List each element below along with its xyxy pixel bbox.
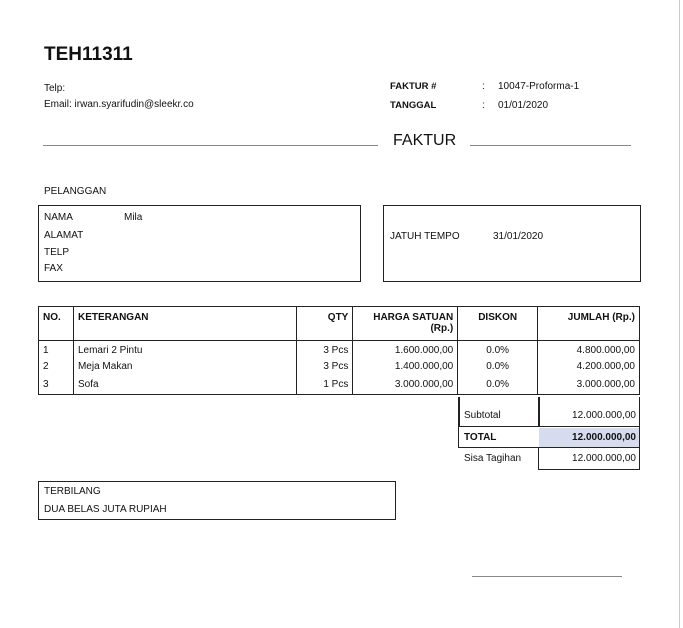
summary-border [639,397,641,427]
document-title: FAKTUR [393,132,457,149]
customer-box [38,205,361,282]
separator: : [482,81,485,92]
col-disc: DISKON [458,307,538,341]
due-box [383,205,641,282]
cell-disc: 0.0% [458,377,538,395]
cell-total: 4.800.000,00 [538,341,640,359]
sisa-label: Sisa Tagihan [464,453,522,464]
customer-name: Mila [124,212,143,223]
total-value: 12.000.000,00 [572,432,636,443]
subtotal-value: 12.000.000,00 [572,410,636,421]
cell-desc: Lemari 2 Pintu [73,341,296,359]
table-row [39,341,640,359]
fax-label: FAX [44,263,63,274]
date-label: TANGGAL [390,100,437,111]
col-price [353,307,458,341]
summary-border [458,397,460,427]
alamat-label: ALAMAT [44,230,84,241]
cell-total: 3.000.000,00 [538,377,640,395]
subtotal-label: Subtotal [464,410,501,421]
terbilang-value: DUA BELAS JUTA RUPIAH [44,504,167,515]
cell-price: 1.400.000,00 [353,359,458,377]
col-qty: QTY [297,307,353,341]
sisa-value: 12.000.000,00 [572,453,636,464]
cell-no: 2 [39,359,74,377]
invoice-date: 01/01/2020 [498,100,549,111]
table-row [39,359,640,377]
telp-label: TELP [44,247,70,258]
page-edge [679,0,680,628]
company-telp: Telp: [44,83,66,94]
divider [43,145,378,146]
col-price-label: HARGA SATUAN [373,312,454,323]
col-total: JUMLAH (Rp.) [538,307,640,341]
cell-no: 1 [39,341,74,359]
cell-total: 4.200.000,00 [538,359,640,377]
cell-qty: 3 Pcs [297,359,353,377]
cell-qty: 3 Pcs [297,341,353,359]
due-label: JATUH TEMPO [390,231,460,242]
cell-no: 3 [39,377,74,395]
separator: : [482,100,485,111]
cell-price: 1.600.000,00 [353,341,458,359]
table-header [39,307,640,341]
signature-line [472,576,622,577]
cell-desc: Sofa [73,377,296,395]
terbilang-label: TERBILANG [44,486,101,497]
col-price-unit: (Rp.) [430,323,454,334]
cell-disc: 0.0% [458,359,538,377]
cell-price: 3.000.000,00 [353,377,458,395]
customer-heading: PELANGGAN [44,186,107,197]
company-code: TEH11311 [44,44,133,65]
col-desc: KETERANGAN [73,307,296,341]
cell-disc: 0.0% [458,341,538,359]
items-table [38,306,640,395]
table-row [39,377,640,395]
col-no: NO. [39,307,74,341]
due-date: 31/01/2020 [493,231,544,242]
company-email: Email: irwan.syarifudin@sleekr.co [44,99,194,110]
divider [470,145,631,146]
invoice-number-label: FAKTUR # [390,81,437,92]
nama-label: NAMA [44,212,73,223]
cell-qty: 1 Pcs [297,377,353,395]
total-label: TOTAL [464,432,497,443]
invoice-number: 10047-Proforma-1 [498,81,580,92]
cell-desc: Meja Makan [73,359,296,377]
